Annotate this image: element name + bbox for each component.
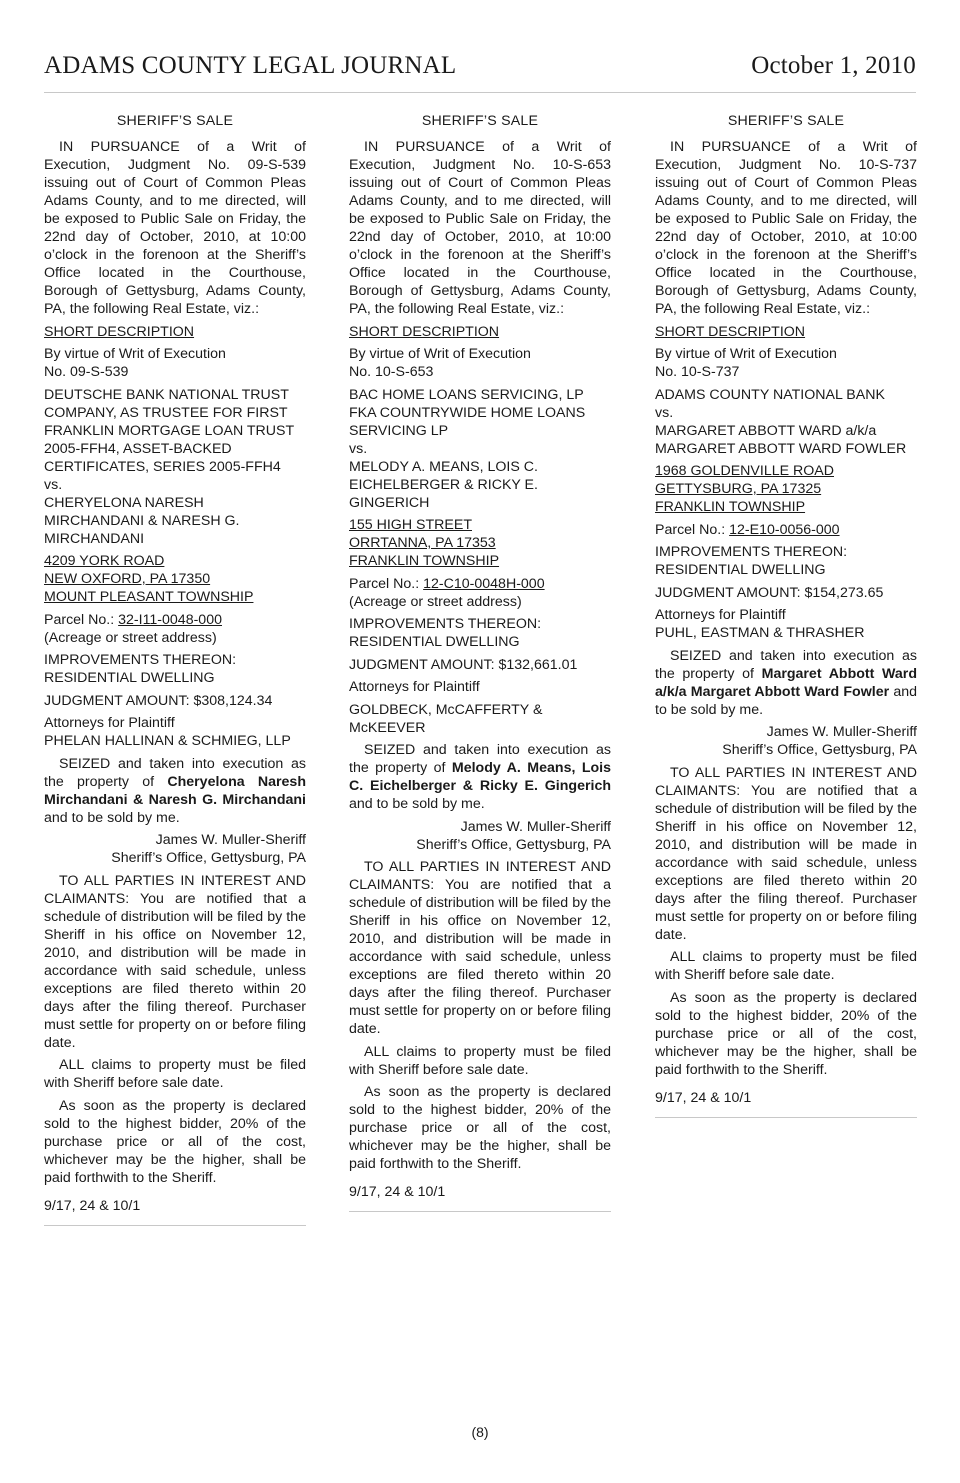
signature-office: Sheriff’s Office, Gettysburg, PA — [416, 836, 611, 853]
notice-column-1 — [44, 112, 306, 1226]
seized-text: SEIZED and taken into execution as the property of — [655, 647, 917, 682]
parties-block — [44, 386, 306, 548]
parties-notice: TO ALL PARTIES IN INTEREST AND CLAIMANTS: You are notified that a schedule of distribution will be filed by the Sheriff in his office on November 12, 2010, and distribution will be made in accordance with said schedule, unless exceptions are filed thereto within 20 days after the filing thereof. Purchaser must settle for property on or before filing date. — [655, 764, 917, 943]
writ-number: No. 09-S-539 — [44, 364, 129, 380]
seized-statement — [44, 755, 306, 827]
acreage-note: (Acreage or street address) — [349, 593, 522, 610]
short-description-label: SHORT DESCRIPTION — [655, 323, 806, 340]
signature-office: Sheriff’s Office, Gettysburg, PA — [722, 742, 917, 758]
versus: vs. — [655, 404, 674, 421]
signature-name: James W. Muller-Sheriff — [155, 832, 306, 848]
section-divider — [44, 1225, 306, 1226]
claims-notice: ALL claims to property must be filed with Sheriff before sale date. — [349, 1043, 611, 1078]
attorneys-label: Attorneys for Plaintiff — [44, 715, 175, 731]
notice-heading: SHERIFF’S SALE — [116, 113, 234, 129]
attorneys-name: GOLDBECK, McCAFFERTY & McKEEVER — [349, 701, 543, 736]
improvements-label: IMPROVEMENTS THEREON: — [349, 616, 542, 632]
bidder-notice: As soon as the property is declared sold to the highest bidder, 20% of the purchase price or all of the cost, whichever may be the higher, shall be paid forthwith to the Sheriff. — [44, 1097, 306, 1186]
plaintiff-line: CERTIFICATES, SERIES 2005-FFH4 — [44, 458, 281, 475]
plaintiff-line: BAC HOME LOANS SERVICING, LP — [349, 386, 584, 403]
seized-owner: Melody A. Means, Lois C. Eichelberger & Ricky E. Gingerich — [349, 760, 611, 794]
signature-name: James W. Muller-Sheriff — [766, 724, 917, 740]
plaintiff-line: DEUTSCHE BANK NATIONAL TRUST — [44, 386, 289, 403]
notice-column-3 — [655, 112, 917, 1118]
plaintiff-line: 2005-FFH4, ASSET-BACKED — [44, 440, 232, 457]
plaintiff-line: FKA COUNTRYWIDE HOME LOANS — [349, 404, 586, 421]
defendant-line: EICHELBERGER & RICKY E. — [349, 476, 538, 493]
plaintiff-line: ADAMS COUNTY NATIONAL BANK — [655, 386, 885, 403]
parties-block — [349, 386, 611, 512]
improvements-value: RESIDENTIAL DWELLING — [349, 634, 520, 650]
short-description-label: SHORT DESCRIPTION — [44, 323, 195, 340]
defendant-line: MIRCHANDANI & NARESH G. — [44, 512, 240, 529]
section-divider — [349, 1211, 611, 1212]
improvements-label: IMPROVEMENTS THEREON: — [655, 544, 848, 560]
improvements — [655, 543, 917, 579]
notice-heading: SHERIFF’S SALE — [421, 113, 539, 129]
address-line: FRANKLIN TOWNSHIP — [349, 553, 500, 569]
writ-line: By virtue of Writ of Execution — [655, 346, 837, 362]
notice-intro: IN PURSUANCE of a Writ of Execution, Judgment No. 10-S-737 issuing out of Court of Common Pleas Adams County, and to me directed, will be exposed to Public Sale on Friday, the 22nd day of October, 2010, at 10:00 o’clock in the forenoon at the Sheriff’s Office located in the Courthouse, Borough of Gettysburg, Adams County, PA, the following Real Estate, viz.: — [655, 139, 917, 317]
bidder-notice: As soon as the property is declared sold to the highest bidder, 20% of the purchase price or all of the cost, whichever may be the higher, shall be paid forthwith to the Sheriff. — [655, 989, 917, 1078]
defendant-line: MIRCHANDANI — [44, 530, 145, 547]
defendant-line: MELODY A. MEANS, LOIS C. — [349, 458, 538, 475]
signature-name: James W. Muller-Sheriff — [460, 818, 611, 835]
claims-notice: ALL claims to property must be filed with Sheriff before sale date. — [44, 1057, 306, 1091]
attorneys-label: Attorneys for Plaintiff — [349, 679, 480, 695]
seized-statement — [349, 741, 611, 813]
short-description-label: SHORT DESCRIPTION — [349, 323, 500, 340]
publication-dates: 9/17, 24 & 10/1 — [349, 1184, 446, 1200]
improvements-value: RESIDENTIAL DWELLING — [655, 562, 826, 578]
attorneys-name: PUHL, EASTMAN & THRASHER — [655, 625, 865, 641]
page-number: (8) — [471, 1424, 489, 1440]
seized-owner: Margaret Abbott Ward a/k/a Margaret Abbott Ward Fowler — [655, 665, 917, 700]
attorneys-name: PHELAN HALLINAN & SCHMIEG, LLP — [44, 733, 291, 749]
versus: vs. — [349, 440, 368, 457]
property-address — [655, 462, 917, 516]
parcel-number: 12-C10-0048H-000 — [423, 575, 545, 592]
parcel-number: 32-I11-0048-000 — [118, 611, 222, 628]
writ-line: By virtue of Writ of Execution — [349, 346, 531, 362]
writ-block — [349, 345, 611, 381]
parcel-number: 12-E10-0056-000 — [729, 521, 840, 538]
notice-intro: IN PURSUANCE of a Writ of Execution, Judgment No. 09-S-539 issuing out of Court of Common Pleas Adams County, and to me directed, will be exposed to Public Sale on Friday, the 22nd day of October, 2010, at 10:00 o’clock in the forenoon at the Sheriff’s Office located in the Courthouse, Borough of Gettysburg, Adams County, PA, the following Real Estate, viz.: — [44, 139, 306, 317]
address-line: 4209 YORK ROAD — [44, 553, 165, 569]
seized-text: SEIZED and taken into execution as the property of — [349, 742, 611, 776]
section-divider — [655, 1117, 917, 1118]
publication-dates: 9/17, 24 & 10/1 — [44, 1197, 141, 1214]
writ-line: By virtue of Writ of Execution — [44, 346, 226, 362]
seized-text-end: and to be sold by me. — [44, 809, 180, 826]
improvements — [44, 651, 306, 687]
address-line: 155 HIGH STREET — [349, 517, 472, 533]
defendant-line: MARGARET ABBOTT WARD FOWLER — [655, 440, 907, 457]
address-line: GETTYSBURG, PA 17325 — [655, 481, 822, 497]
seized-text: SEIZED and taken into execution as the property of — [44, 755, 306, 790]
seized-text-end: and to be sold by me. — [349, 796, 485, 812]
attorneys-block — [655, 606, 917, 642]
judgment-amount: JUDGMENT AMOUNT: $308,124.34 — [44, 692, 273, 709]
parties-notice: TO ALL PARTIES IN INTEREST AND CLAIMANTS: You are notified that a schedule of distribution will be filed by the Sheriff in his office on November 12, 2010, and distribution will be made in accordance with said schedule, unless exceptions are filed thereto within 20 days after the filing thereof. Purchaser must settle for property on or before filing date. — [349, 859, 611, 1037]
address-line: NEW OXFORD, PA 17350 — [44, 571, 211, 587]
notice-intro: IN PURSUANCE of a Writ of Execution, Judgment No. 10-S-653 issuing out of Court of Common Pleas Adams County, and to me directed, will be exposed to Public Sale on Friday, the 22nd day of October, 2010, at 10:00 o’clock in the forenoon at the Sheriff’s Office located in the Courthouse, Borough of Gettysburg, Adams County, PA, the following Real Estate, viz.: — [349, 139, 611, 317]
publication-dates: 9/17, 24 & 10/1 — [655, 1089, 752, 1106]
signature-office: Sheriff’s Office, Gettysburg, PA — [111, 850, 306, 866]
masthead — [44, 50, 916, 93]
parcel-label: Parcel No.: — [349, 575, 424, 592]
address-line: 1968 GOLDENVILLE ROAD — [655, 463, 834, 479]
improvements-value: RESIDENTIAL DWELLING — [44, 670, 215, 686]
defendant-line: GINGERICH — [349, 494, 430, 511]
property-address — [44, 552, 306, 606]
notice-column-2 — [349, 112, 611, 1212]
defendant-line: CHERYELONA NARESH — [44, 494, 204, 511]
judgment-amount: JUDGMENT AMOUNT: $132,661.01 — [349, 656, 578, 673]
seized-text-end: and to be sold by me. — [655, 683, 917, 718]
parties-block — [655, 386, 917, 458]
address-line: MOUNT PLEASANT TOWNSHIP — [44, 589, 254, 605]
writ-block — [655, 345, 917, 381]
writ-block — [44, 345, 306, 381]
parcel-block — [655, 521, 917, 539]
bidder-notice: As soon as the property is declared sold to the highest bidder, 20% of the purchase price or all of the cost, whichever may be the higher, shall be paid forthwith to the Sheriff. — [349, 1084, 611, 1172]
plaintiff-line: FRANKLIN MORTGAGE LOAN TRUST — [44, 422, 295, 439]
attorneys-label: Attorneys for Plaintiff — [655, 607, 786, 623]
acreage-note: (Acreage or street address) — [44, 629, 217, 646]
address-line: FRANKLIN TOWNSHIP — [655, 499, 806, 515]
parcel-block — [44, 611, 306, 647]
judgment-amount: JUDGMENT AMOUNT: $154,273.65 — [655, 584, 884, 601]
parcel-label: Parcel No.: — [655, 521, 730, 538]
improvements — [349, 615, 611, 651]
defendant-line: MARGARET ABBOTT WARD a/k/a — [655, 422, 877, 439]
address-line: ORRTANNA, PA 17353 — [349, 535, 496, 551]
parties-notice: TO ALL PARTIES IN INTEREST AND CLAIMANTS: You are notified that a schedule of distribution will be filed by the Sheriff in his office on November 12, 2010, and distribution will be made in accordance with said schedule, unless exceptions are filed thereto within 20 days after the filing thereof. Purchaser must settle for property on or before filing date. — [44, 872, 306, 1051]
seized-owner: Cheryelona Naresh Mirchandani & Naresh G. Mirchandani — [44, 773, 306, 808]
parcel-block — [349, 575, 611, 611]
writ-number: No. 10-S-737 — [655, 364, 740, 380]
notice-heading: SHERIFF’S SALE — [727, 113, 845, 129]
seized-statement — [655, 647, 917, 719]
journal-title: ADAMS COUNTY LEGAL JOURNAL — [44, 52, 457, 79]
versus: vs. — [44, 476, 63, 493]
claims-notice: ALL claims to property must be filed with Sheriff before sale date. — [655, 949, 917, 983]
property-address — [349, 516, 611, 570]
issue-date: October 1, 2010 — [751, 52, 916, 79]
writ-number: No. 10-S-653 — [349, 364, 434, 380]
improvements-label: IMPROVEMENTS THEREON: — [44, 652, 237, 668]
parcel-label: Parcel No.: — [44, 611, 119, 628]
attorneys-block — [44, 714, 306, 750]
plaintiff-line: SERVICING LP — [349, 422, 449, 439]
plaintiff-line: COMPANY, AS TRUSTEE FOR FIRST — [44, 404, 288, 421]
